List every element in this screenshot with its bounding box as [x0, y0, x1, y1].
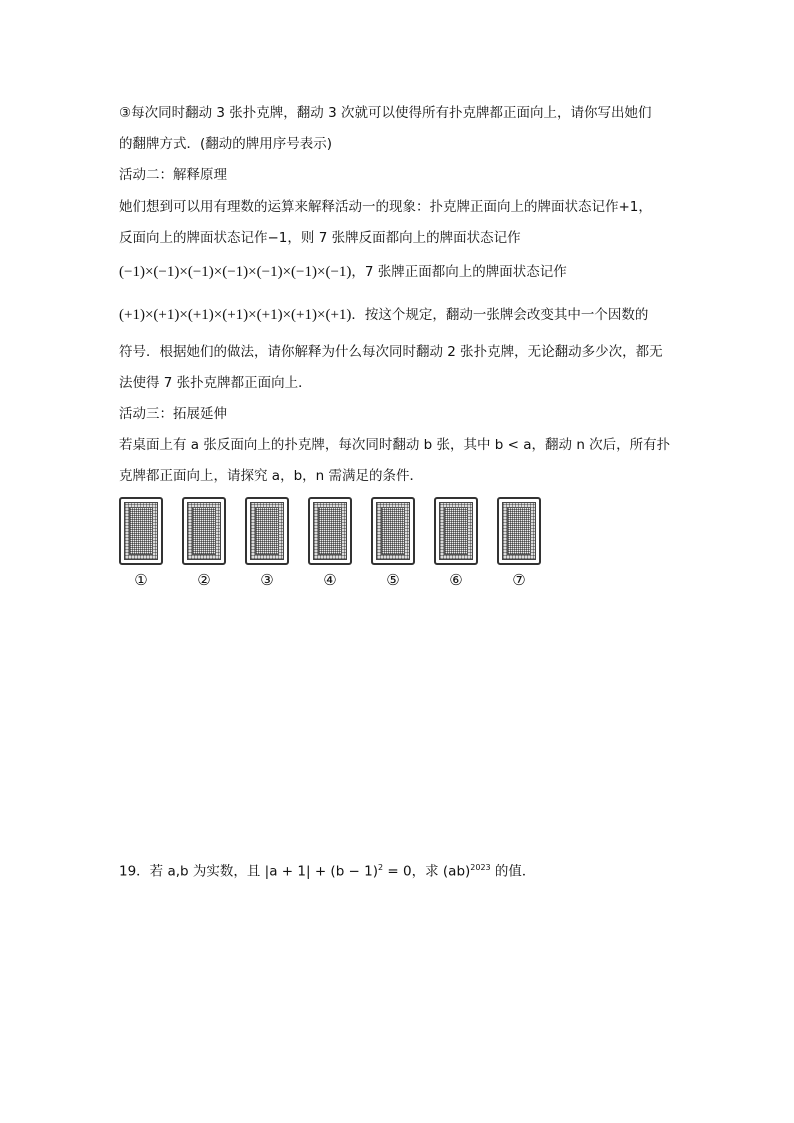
playing-card-back — [371, 497, 415, 565]
card-label: ⑥ — [449, 571, 463, 589]
section-heading: 活动三：拓展延伸 — [119, 406, 227, 422]
paragraph-text: ，7 张牌正面都向上的牌面状态记作 — [351, 264, 567, 280]
card-label: ② — [197, 571, 211, 589]
card-item — [371, 497, 415, 589]
math-expression: (+1)×(+1)×(+1)×(+1)×(+1)×(+1)×(+1) — [119, 307, 352, 323]
playing-card-back — [308, 497, 352, 565]
paragraph-line: 反面向上的牌面状态记作−1，则 7 张牌反面都向上的牌面状态记作 — [119, 230, 521, 246]
card-item — [497, 497, 541, 589]
card-label: ⑦ — [512, 571, 526, 589]
playing-card-back — [497, 497, 541, 565]
exponent: 2023 — [470, 863, 491, 872]
playing-card-back — [182, 497, 226, 565]
question-text: = 0，求 (ab) — [383, 863, 471, 880]
playing-card-back — [434, 497, 478, 565]
card-label: ① — [134, 571, 148, 589]
paragraph-line — [119, 262, 567, 282]
paragraph-line — [119, 305, 648, 325]
paragraph-line: ③每次同时翻动 3 张扑克牌，翻动 3 次就可以使得所有扑克牌都正面向上，请你写出她们 — [119, 105, 652, 121]
card-item — [308, 497, 352, 589]
paragraph-line: 法使得 7 张扑克牌都正面向上． — [119, 375, 312, 391]
paragraph-line: 若桌面上有 a 张反面向上的扑克牌，每次同时翻动 b 张，其中 b < a，翻动 n 次后，所有扑 — [119, 437, 671, 453]
paragraph-text: ．按这个规定，翻动一张牌会改变其中一个因数的 — [351, 307, 649, 323]
card-row — [119, 497, 679, 592]
playing-card-back — [245, 497, 289, 565]
card-item — [245, 497, 289, 589]
question-text: 的值． — [490, 863, 536, 880]
card-label: ③ — [260, 571, 274, 589]
card-item — [182, 497, 226, 589]
paragraph-line: 的翻牌方式．(翻动的牌用序号表示) — [119, 136, 333, 152]
math-expression: (−1)×(−1)×(−1)×(−1)×(−1)×(−1)×(−1) — [119, 264, 352, 280]
question-text: 19．若 a,b 为实数，且 |a + 1| + (b − 1) — [119, 863, 379, 880]
paragraph-line: 克牌都正面向上，请探究 a，b，n 需满足的条件． — [119, 468, 423, 484]
question-19 — [119, 858, 535, 882]
playing-card-back — [119, 497, 163, 565]
section-heading: 活动二：解释原理 — [119, 167, 227, 183]
card-item — [119, 497, 163, 589]
paragraph-line: 她们想到可以用有理数的运算来解释活动一的现象：扑克牌正面向上的牌面状态记作+1， — [119, 199, 652, 215]
exponent: 2 — [378, 863, 384, 872]
card-label: ④ — [323, 571, 337, 589]
card-label: ⑤ — [386, 571, 400, 589]
paragraph-line: 符号．根据她们的做法，请你解释为什么每次同时翻动 2 张扑克牌，无论翻动多少次，都无 — [119, 344, 663, 360]
card-item — [434, 497, 478, 589]
